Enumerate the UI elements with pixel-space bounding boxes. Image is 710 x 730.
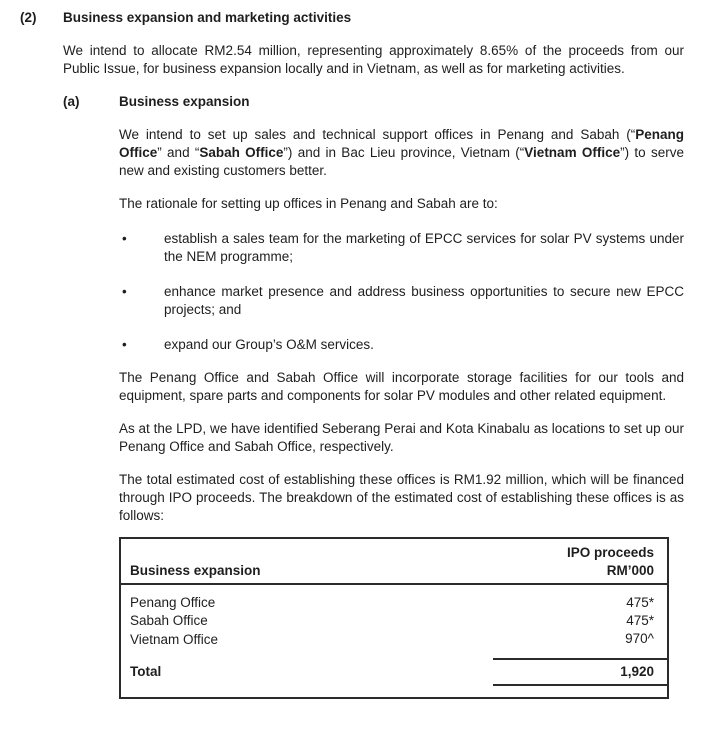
- bullet-text: establish a sales team for the marketing of EPCC services for solar PV systems under the NEM programme;: [164, 231, 684, 264]
- row-value: 475*: [626, 613, 654, 628]
- bullet-text: enhance market presence and address business opportunities to secure new EPCC projects; and: [164, 284, 684, 317]
- lpd-paragraph: As at the LPD, we have identified Seberang Perai and Kota Kinabalu as locations to set up our Penang Office and Sabah Office, respectively.: [119, 421, 684, 454]
- row-label: Sabah Office: [130, 613, 208, 628]
- rationale-intro: The rationale for setting up offices in Penang and Sabah are to:: [119, 196, 498, 211]
- table-row-sabah: [120, 612, 668, 630]
- table-header-value-line1: IPO proceeds: [566, 545, 654, 560]
- storage-paragraph: The Penang Office and Sabah Office will incorporate storage facilities for our tools and equipment, spare parts and components for solar PV modules and other related equipment.: [119, 370, 684, 403]
- total-label: Total: [130, 664, 162, 679]
- bullet-icon: •: [122, 284, 127, 299]
- row-value: 970^: [625, 631, 654, 646]
- table-header-row: [120, 538, 668, 584]
- bullet-item-om-services: [119, 336, 684, 354]
- bullet-item-sales-team: [119, 230, 684, 266]
- offices-paragraph: We intend to set up sales and technical support offices in Penang and Sabah (“Penang Office” and “Sabah Office”) and in Bac Lieu province, Vietnam (“Vietnam Office”) to serve new and existing customers better.: [119, 127, 684, 178]
- section-title: Business expansion and marketing activities: [63, 10, 352, 25]
- section-number: (2): [20, 10, 37, 25]
- section-body: [63, 9, 684, 699]
- bullet-icon: •: [122, 231, 127, 246]
- cost-breakdown-table: [119, 537, 669, 699]
- table-spacer-row: [120, 685, 668, 698]
- subsection-business-expansion: [63, 93, 684, 699]
- subsection-title: Business expansion: [119, 94, 250, 109]
- table-header-label: Business expansion: [120, 538, 493, 584]
- bullet-text: expand our Group’s O&M services.: [164, 337, 374, 352]
- section-business-expansion-marketing: [20, 9, 684, 699]
- intro-paragraph: We intend to allocate RM2.54 million, representing approximately 8.65% of the proceeds from our Public Issue, for business expansion locally and in Vietnam, as well as for marketing activities.: [63, 43, 684, 76]
- table-header-value: [493, 538, 668, 584]
- table-row-penang: [120, 584, 668, 612]
- row-value: 475*: [626, 595, 654, 610]
- subsection-label: (a): [63, 94, 80, 109]
- table-total-row: [120, 659, 668, 685]
- row-label: Vietnam Office: [130, 631, 219, 647]
- cost-paragraph: The total estimated cost of establishing these offices is RM1.92 million, which will be financed through IPO proceeds. The breakdown of the estimated cost of establishing these offices is as follows:: [119, 472, 684, 523]
- table-header-value-line2: RM’000: [606, 563, 654, 578]
- subsection-body: [119, 93, 684, 699]
- total-value: 1,920: [493, 659, 668, 685]
- table-row-vietnam: [120, 630, 668, 659]
- row-label: Penang Office: [130, 595, 216, 610]
- bullet-icon: •: [122, 337, 127, 352]
- bullet-item-market-presence: [119, 283, 684, 319]
